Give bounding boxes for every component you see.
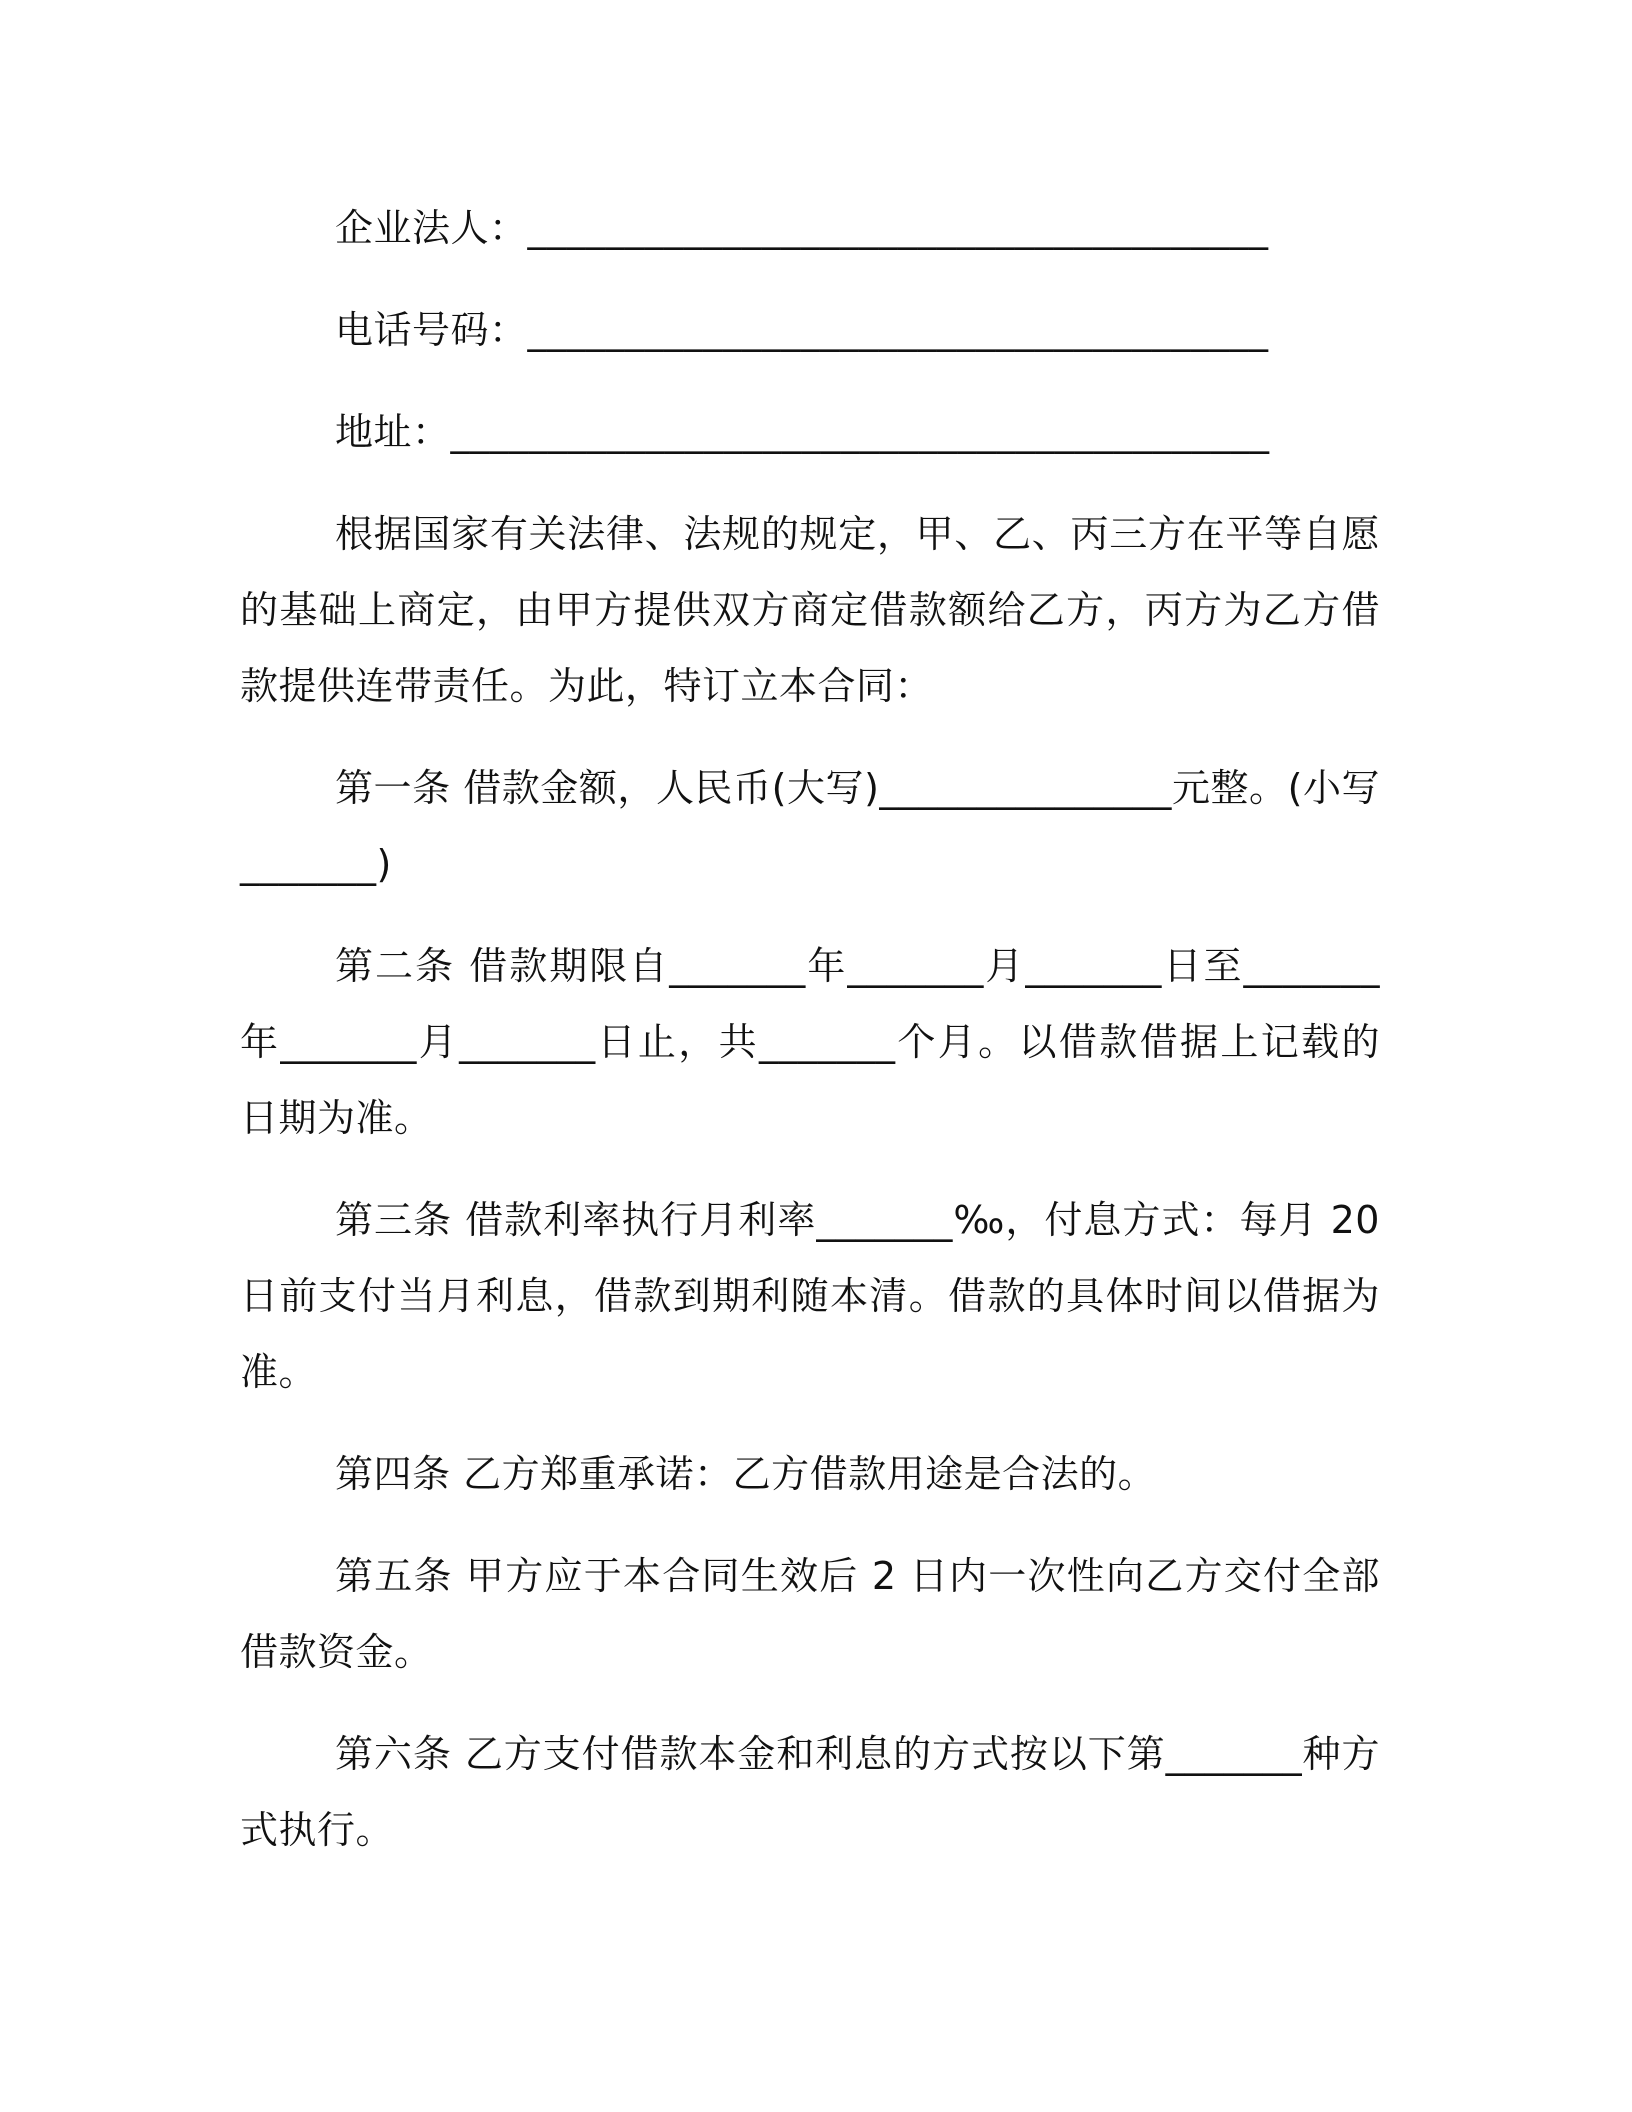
legal-person-field: 企业法人：______________________________________ [335,206,1269,250]
phone-field: 电话号码：______________________________________ [335,308,1269,352]
intro-paragraph: 根据国家有关法律、法规的规定，甲、乙、丙三方在平等自愿的基础上商定，由甲方提供双方商定借款额给乙方，丙方为乙方借款提供连带责任。为此，特订立本合同： [240,512,1380,708]
article-3: 第三条 借款利率执行月利率_______‰，付息方式：每月 20 日前支付当月利息，借款到期利随本清。借款的具体时间以借据为准。 [240,1198,1380,1394]
address-field: 地址：__________________________________________ [335,410,1270,454]
article-2: 第二条 借款期限自_______年_______月_______日至_______年_______月_______日止，共_______个月。以借款借据上记载的日期为准。 [240,944,1380,1140]
article-6: 第六条 乙方支付借款本金和利息的方式按以下第_______种方式执行。 [240,1732,1380,1852]
article-1: 第一条 借款金额，人民币(大写)_______________元整。(小写_______) [240,766,1380,886]
article-5: 第五条 甲方应于本合同生效后 2 日内一次性向乙方交付全部借款资金。 [240,1554,1380,1674]
article-4: 第四条 乙方郑重承诺：乙方借款用途是合法的。 [335,1452,1157,1496]
document-body [240,190,1380,1894]
